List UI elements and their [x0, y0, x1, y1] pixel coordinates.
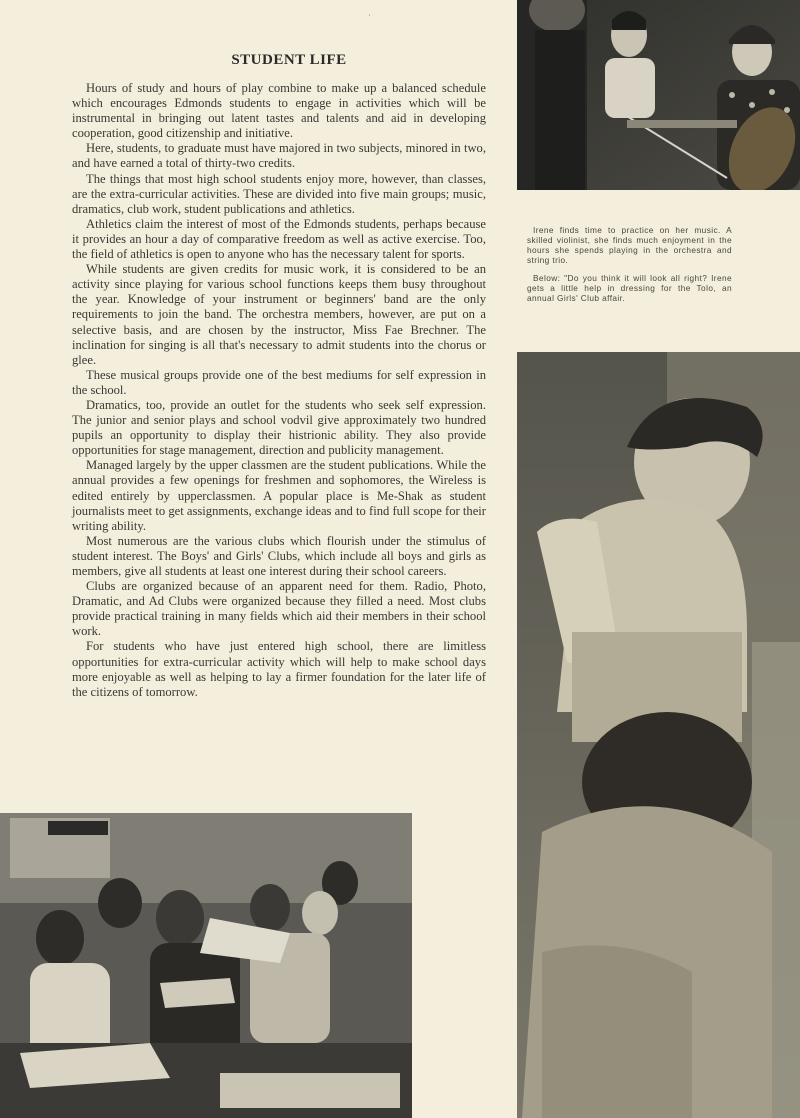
paragraph: Managed largely by the upper classmen are the student publications. While the annual provides a few openings for freshmen and sophomores, the Wireless is edited entirely by upperclassmen. A popular place is Me-Shak as student journalists meet to get assignments, exchange ideas and to find full scope for their writing ability.	[72, 458, 486, 533]
photo-captions	[527, 225, 732, 311]
paragraph: Dramatics, too, provide an outlet for the students who seek self expression. The junior and senior plays and school vodvil give approximately two hundred pupils an opportunity to display their histrionic ability. They also provide opportunities for stage management, direction and publicity management.	[72, 397, 486, 458]
paragraph: Clubs are organized because of an apparent need for them. Radio, Photo, Dramatic, and Ad Clubs were organized because they filled a need. Most clubs provide practical training in many fields which aid their members in their school work.	[72, 579, 486, 639]
paragraph: Most numerous are the various clubs which flourish under the stimulus of student interest. The Boys' and Girls' Clubs, which include all boys and girls as members, give all students at least one interest during their school careers.	[72, 533, 486, 578]
print-speck: ·	[368, 10, 371, 20]
photo-string-trio	[517, 0, 800, 190]
dressing-illustration	[517, 352, 800, 1118]
caption-string-trio: Irene finds time to practice on her music. A skilled violinist, she finds much enjoyment in the hours she spends playing in the orchestra and string trio.	[527, 225, 732, 265]
paragraph: For students who have just entered high school, there are limitless opportunities for extra-curricular activity which will help to make school days more enjoyable as well as helping to lay a firmer foundation for the later life of the citizens of tomorrow.	[72, 639, 486, 699]
string-trio-illustration	[517, 0, 800, 190]
paragraph: The things that most high school students enjoy more, however, than classes, are the extra-curricular activities. These are divided into five main groups; music, dramatics, club work, student publications and athletics.	[72, 171, 486, 216]
photo-dressing	[517, 352, 800, 1118]
paragraph: Athletics claim the interest of most of the Edmonds students, perhaps because it provides an hour a day of comparative freedom as well as active exercise. Too, the field of athletics is open to anyone who has the necessary talent for sports.	[72, 216, 486, 262]
paragraph: These musical groups provide one of the best mediums for self expression in the school.	[72, 367, 486, 397]
photo-classroom	[0, 813, 412, 1118]
article-title: STUDENT LIFE	[231, 52, 347, 68]
article	[72, 52, 486, 700]
caption-dressing: Below: "Do you think it will look all right? Irene gets a little help in dressing for the Tolo, an annual Girls' Club affair.	[527, 273, 732, 303]
classroom-illustration	[0, 813, 412, 1118]
paragraph: Here, students, to graduate must have majored in two subjects, minored in two, and have earned a total of thirty-two credits.	[72, 141, 486, 171]
paragraph: Hours of study and hours of play combine to make up a balanced schedule which encourages Edmonds students to engage in activities which will be instrumental in bringing out latent tastes and talents and aid in developing cooperation, good citizenship and initiative.	[72, 81, 486, 141]
paragraph: While students are given credits for music work, it is considered to be an activity since playing for various school functions keeps them busy throughout the year. Knowledge of your instrument or beginners' band are the only requirements to join the band. The orchestra members, however, are put on a selective basis, and are chosen by the instructor, Miss Fae Brechner. The inclination for singing is all that's necessary to admit students into the chorus or glee.	[72, 262, 486, 367]
